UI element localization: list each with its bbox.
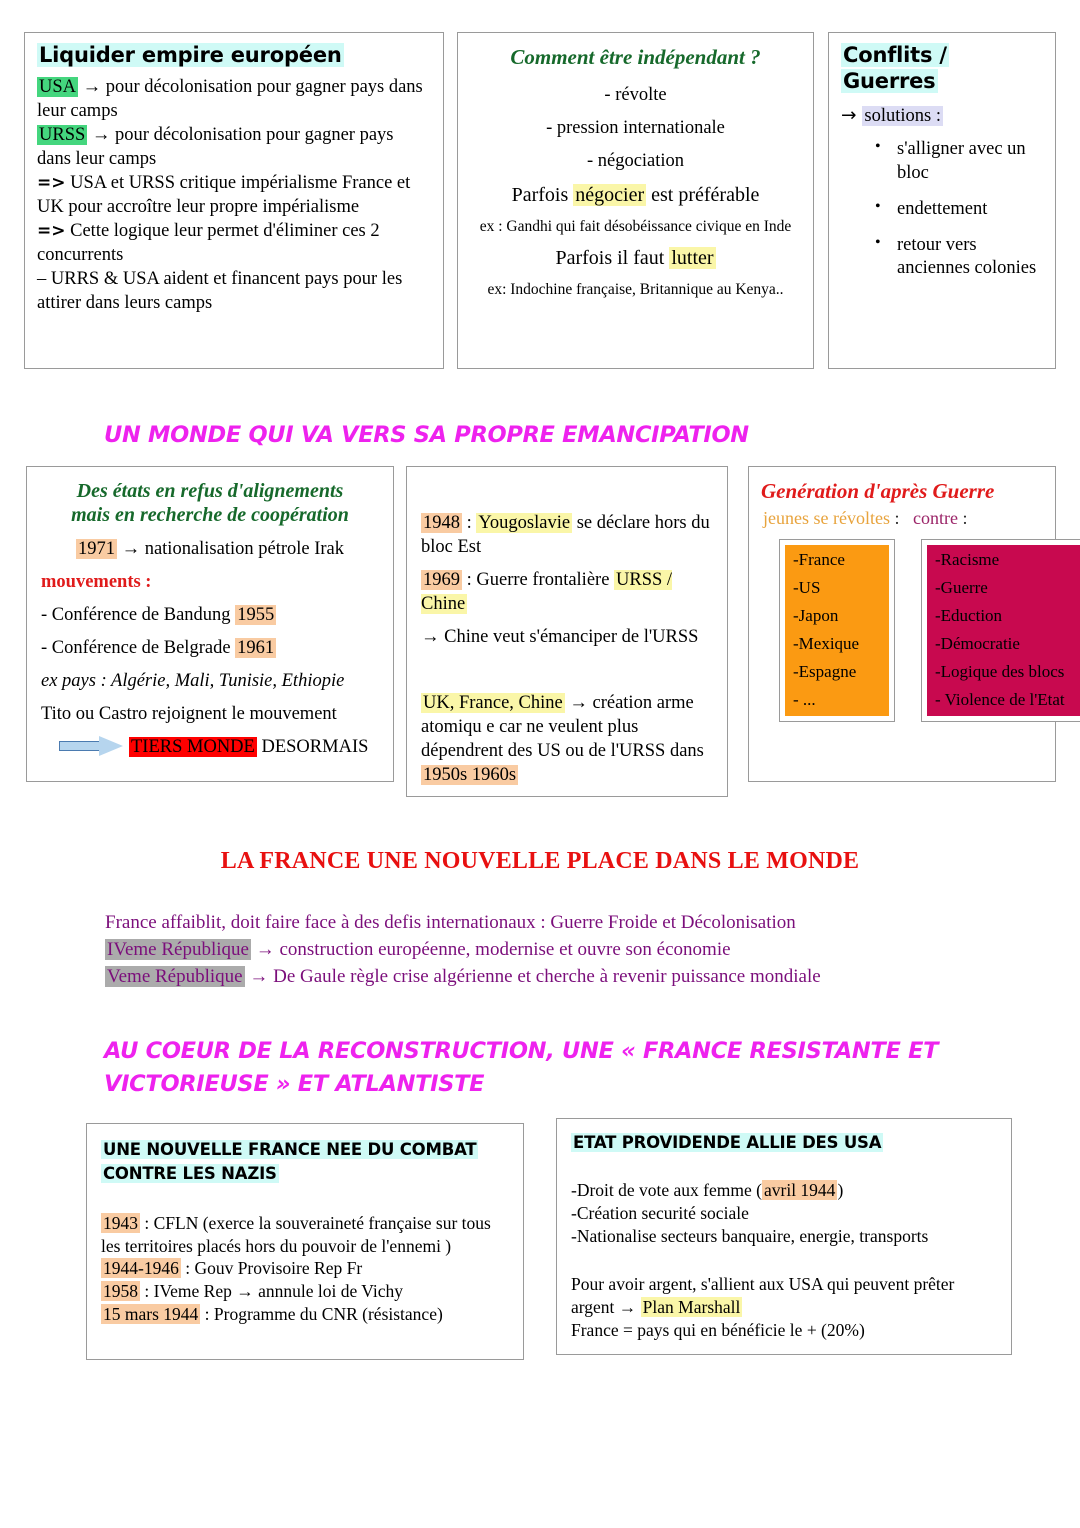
box-dates-evenements (406, 466, 728, 797)
list-item: -Eduction (935, 606, 1003, 626)
box-etat-providence-title: ETAT PROVIDENDE ALLIE DES USA (573, 1133, 882, 1152)
list-item: -US (793, 578, 821, 598)
list-item: -Mexique (793, 634, 860, 654)
list-item: • endettement (875, 198, 1043, 221)
france-paragraph-line-1: France affaiblit, doit faire face à des defis internationaux : Guerre Froide et Décolonisation (105, 912, 796, 933)
independant-bullet-1: - pression internationale (546, 117, 725, 138)
refus-conference-2: - Conférence de Belgrade 1961 (41, 637, 275, 658)
liquider-line-2: => USA et URSS critique impérialisme France et UK pour accroître leur propre impérialisme (37, 172, 411, 217)
list-item: • retour vers anciennes colonies (875, 234, 1043, 281)
generation-countries-panel (785, 545, 889, 716)
dates-line-1948: 1948 : Yougoslavie se déclare hors du bloc Est (421, 513, 710, 558)
box-etats-refus-alignements (26, 466, 394, 782)
box-conflits-guerres (828, 32, 1056, 369)
independant-statement-2: Parfois il faut lutter (555, 247, 714, 270)
dates-line-arme-atomique: UK, France, Chine → création arme atomiqu e car ne veulent plus dépendrent des US ou de l'URSS dans 1950s 1960s (421, 693, 704, 786)
generation-causes-panel (927, 545, 1080, 716)
independant-example-2: ex: Indochine française, Britannique au Kenya.. (487, 281, 784, 299)
generation-label-right: contre : (913, 508, 968, 529)
section-heading-emancipation: UN MONDE QUI VA VERS SA PROPRE EMANCIPATION (104, 422, 749, 448)
box-conflits-title: Conflits / Guerres (843, 43, 947, 93)
list-item: -Guerre (935, 578, 988, 598)
etat-providence-line-securite-sociale: -Création securité sociale (571, 1202, 749, 1223)
generation-columns (761, 539, 1065, 722)
list-item: -Racisme (935, 550, 1000, 570)
reconstruction-heading-line-1: AU COEUR DE LA RECONSTRUCTION, UNE « FRANCE RESISTANTE ET (104, 1038, 939, 1064)
list-item: -Espagne (793, 662, 857, 682)
list-item: - Violence de l'Etat (935, 690, 1065, 710)
reconstruction-heading-line-2: VICTORIEUSE » ET ATLANTISTE (104, 1070, 485, 1097)
refus-tito-castro: Tito ou Castro rejoignent le mouvement (41, 704, 337, 725)
dates-line-1969: 1969 : Guerre frontalière URSS / Chine (421, 570, 673, 615)
section-heading-la-france: LA FRANCE UNE NOUVELLE PLACE DANS LE MONDE (220, 848, 860, 874)
independant-statement-1: Parfois négocier est préférable (511, 183, 760, 206)
paragraph-france-nouvelle-place (105, 910, 1005, 991)
liquider-line-1: URSS → pour décolonisation pour gagner pays dans leur camps (37, 124, 394, 169)
box-generation-title: Genération d'après Guerre (761, 479, 995, 503)
nouvelle-france-line-1944-1946: 1944-1946 : Gouv Provisoire Rep Fr (103, 1258, 363, 1279)
liquider-line-4: – URRS & USA aident et financent pays pour les attirer dans leurs camps (37, 268, 403, 314)
independant-example-1: ex : Gandhi qui fait désobéissance civique en Inde (479, 217, 792, 235)
list-item: -Logique des blocs (935, 662, 1065, 682)
nouvelle-france-line-15-mars-1944: 15 mars 1944 : Programme du CNR (résistance) (103, 1303, 443, 1324)
nouvelle-france-line-1958: 1958 : IVeme Rep → annnule loi de Vichy (103, 1281, 404, 1302)
box-comment-etre-independant (457, 32, 814, 369)
generation-left-panel-frame (779, 539, 895, 722)
etat-providence-line-nationalisation: -Nationalise secteurs banquaire, energie, transports (571, 1225, 929, 1246)
etat-providence-line-vote-femmes: -Droit de vote aux femme ( avril 1944 ) (571, 1180, 844, 1201)
conflits-solutions-list (841, 138, 1043, 280)
list-item: - ... (793, 690, 816, 710)
nouvelle-france-line-1943: 1943 : CFLN (exerce la souveraineté française sur tous les territoires placés hors du pouvoir de l'ennemi ) (101, 1212, 491, 1256)
box-nouvelle-france-nazis (86, 1123, 524, 1360)
section-heading-reconstruction (104, 1035, 954, 1100)
refus-tiers-monde-line: TIERS MONDE DESORMAIS (41, 735, 379, 759)
box-generation-apres-guerre (748, 466, 1065, 782)
liquider-line-3: => Cette logique leur permet d'éliminer ces 2 concurrents (37, 220, 380, 265)
refus-year-line: 1971 → nationalisation pétrole Irak (77, 538, 345, 559)
independant-bullet-2: - négociation (586, 150, 685, 171)
liquider-line-0: USA → pour décolonisation pour gagner pays dans leur camps (37, 76, 423, 121)
refus-mouvements-label: mouvements : (41, 571, 152, 592)
box-etat-providence-body (571, 1179, 997, 1342)
right-arrow-icon (59, 736, 123, 756)
box-nouvelle-france-body (101, 1212, 509, 1326)
refus-conference-1: - Conférence de Bandung 1955 (41, 604, 275, 625)
box-liquider-body (37, 75, 431, 315)
etat-providence-line-plan-marshall: Pour avoir argent, s'allient aux USA qui peuvent prêter argent → Plan Marshall (571, 1274, 955, 1318)
box-independant-title: Comment être indépendant ? (510, 45, 761, 69)
box-refus-title: Des états en refus d'alignements mais en recherche de coopération (71, 480, 349, 527)
list-item: • s'alligner avec un bloc (875, 138, 1043, 185)
box-liquider-title: Liquider empire européen (39, 43, 342, 67)
conflits-solutions-line: → solutions : (841, 105, 941, 127)
box-liquider-empire (24, 32, 444, 369)
generation-label-left: jeunes se révoltes : (763, 508, 900, 529)
dates-line-chine-emancipe: → Chine veut s'émanciper de l'URSS (421, 627, 699, 648)
independant-bullet-0: - révolte (604, 84, 667, 105)
list-item: -France (793, 550, 845, 570)
list-item: -Japon (793, 606, 839, 626)
list-item: -Démocratie (935, 634, 1020, 654)
etat-providence-line-beneficiaire: France = pays qui en bénéficie le + (20%) (571, 1319, 865, 1340)
box-etat-providence-usa (556, 1118, 1012, 1355)
box-nouvelle-france-title: UNE NOUVELLE FRANCE NEE DU COMBAT CONTRE LES NAZIS (103, 1140, 477, 1183)
france-paragraph-line-2: IVeme République → construction européenne, modernise et ouvre son économie (107, 938, 731, 960)
refus-ex-pays: ex pays : Algérie, Mali, Tunisie, Ethiopie (41, 670, 345, 691)
generation-right-panel-frame (921, 539, 1080, 722)
generation-labels-row (761, 508, 1043, 529)
france-paragraph-line-3: Veme République → De Gaule règle crise algérienne et cherche à revenir puissance mondiale (107, 965, 821, 987)
